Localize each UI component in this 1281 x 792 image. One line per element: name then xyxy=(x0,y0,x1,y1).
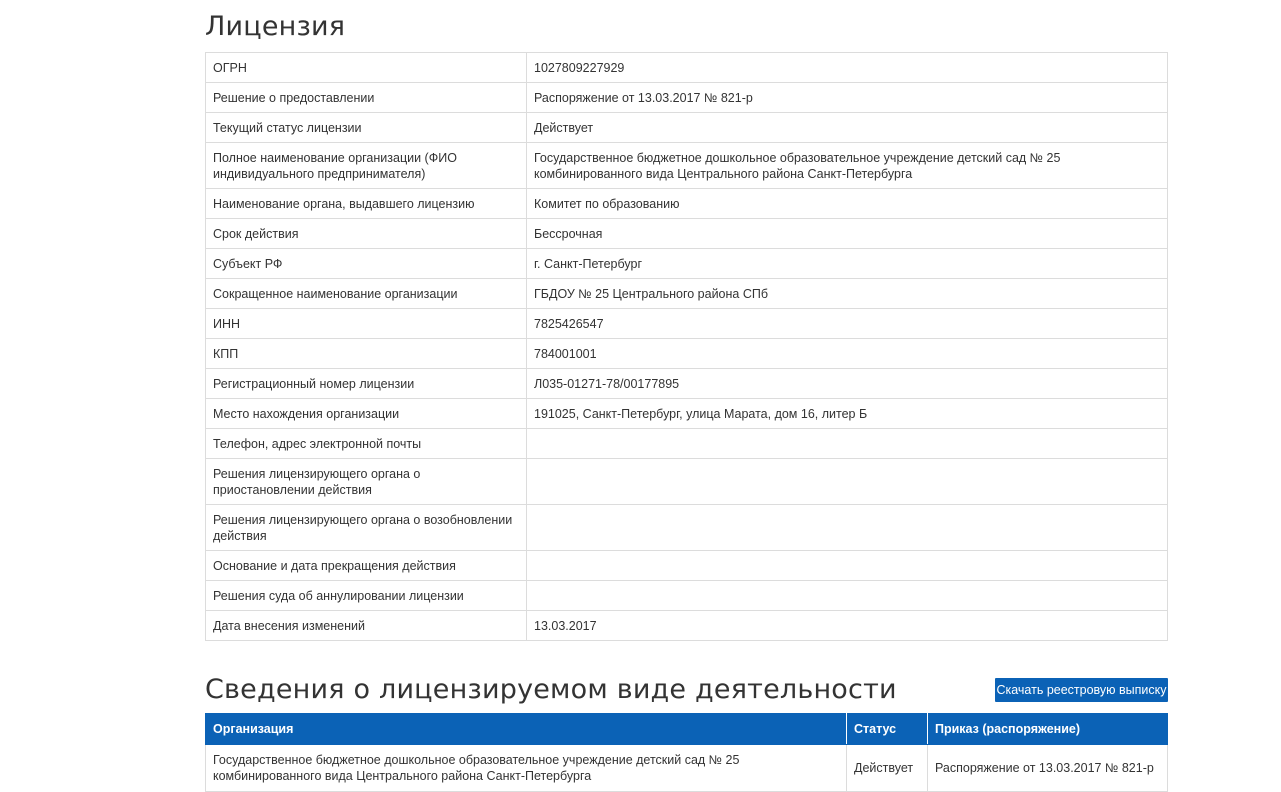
row-value: Комитет по образованию xyxy=(527,189,1168,219)
row-key: Полное наименование организации (ФИО индивидуального предпринимателя) xyxy=(206,143,527,189)
table-row xyxy=(206,551,1168,581)
row-value: Распоряжение от 13.03.2017 № 821-р xyxy=(527,83,1168,113)
row-value: Действует xyxy=(527,113,1168,143)
column-header-order: Приказ (распоряжение) xyxy=(928,714,1168,745)
row-key: Решения суда об аннулировании лицензии xyxy=(206,581,527,611)
row-value: 7825426547 xyxy=(527,309,1168,339)
row-value xyxy=(527,581,1168,611)
row-key: Телефон, адрес электронной почты xyxy=(206,429,527,459)
activity-table xyxy=(205,713,1168,792)
row-value xyxy=(527,551,1168,581)
table-row xyxy=(206,429,1168,459)
table-row xyxy=(206,611,1168,641)
row-value: 1027809227929 xyxy=(527,53,1168,83)
table-row xyxy=(206,459,1168,505)
table-row xyxy=(206,143,1168,189)
row-value: 784001001 xyxy=(527,339,1168,369)
license-table xyxy=(205,52,1168,641)
row-key: Сокращенное наименование организации xyxy=(206,279,527,309)
row-value: ГБДОУ № 25 Центрального района СПб xyxy=(527,279,1168,309)
table-row xyxy=(206,309,1168,339)
row-value: Государственное бюджетное дошкольное образовательное учреждение детский сад № 25 комбинированного вида Центрального района Санкт-Петербурга xyxy=(527,143,1168,189)
row-key: Наименование органа, выдавшего лицензию xyxy=(206,189,527,219)
table-row xyxy=(206,219,1168,249)
row-key: ИНН xyxy=(206,309,527,339)
row-value xyxy=(527,505,1168,551)
download-registry-extract-button[interactable]: Скачать реестровую выписку xyxy=(995,678,1168,702)
row-key: ОГРН xyxy=(206,53,527,83)
row-key: Основание и дата прекращения действия xyxy=(206,551,527,581)
row-key: Субъект РФ xyxy=(206,249,527,279)
table-row xyxy=(206,189,1168,219)
row-key: Регистрационный номер лицензии xyxy=(206,369,527,399)
row-value: 191025, Санкт-Петербург, улица Марата, дом 16, литер Б xyxy=(527,399,1168,429)
row-key: Дата внесения изменений xyxy=(206,611,527,641)
organization-cell: Государственное бюджетное дошкольное образовательное учреждение детский сад № 25 комбинированного вида Центрального района Санкт-Петербурга xyxy=(206,745,847,792)
column-header-organization: Организация xyxy=(206,714,847,745)
row-key: Срок действия xyxy=(206,219,527,249)
table-row xyxy=(206,339,1168,369)
row-key: Текущий статус лицензии xyxy=(206,113,527,143)
table-row xyxy=(206,399,1168,429)
activity-title: Сведения о лицензируемом виде деятельности xyxy=(205,674,897,705)
row-value xyxy=(527,459,1168,505)
table-row xyxy=(206,249,1168,279)
row-value xyxy=(527,429,1168,459)
row-key: КПП xyxy=(206,339,527,369)
row-key: Решение о предоставлении xyxy=(206,83,527,113)
license-title: Лицензия xyxy=(205,11,346,42)
row-key: Место нахождения организации xyxy=(206,399,527,429)
row-value: Бессрочная xyxy=(527,219,1168,249)
column-header-status: Статус xyxy=(847,714,928,745)
row-key: Решения лицензирующего органа о возобновлении действия xyxy=(206,505,527,551)
table-row xyxy=(206,369,1168,399)
row-value: Л035-01271-78/00177895 xyxy=(527,369,1168,399)
status-cell: Действует xyxy=(847,745,928,792)
table-row xyxy=(206,581,1168,611)
row-value: 13.03.2017 xyxy=(527,611,1168,641)
table-row xyxy=(206,279,1168,309)
table-row xyxy=(206,53,1168,83)
table-row xyxy=(206,745,1168,792)
order-cell: Распоряжение от 13.03.2017 № 821-р xyxy=(928,745,1168,792)
row-value: г. Санкт-Петербург xyxy=(527,249,1168,279)
table-header-row xyxy=(206,714,1168,745)
row-key: Решения лицензирующего органа о приостановлении действия xyxy=(206,459,527,505)
table-row xyxy=(206,505,1168,551)
table-row xyxy=(206,83,1168,113)
table-row xyxy=(206,113,1168,143)
